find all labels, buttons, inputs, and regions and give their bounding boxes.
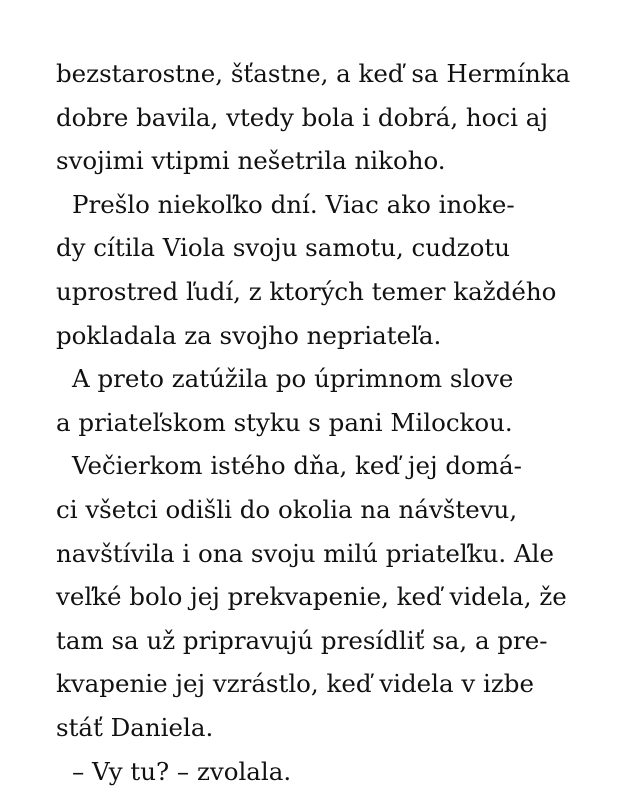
- text-line: dy cítila Viola svoju samotu, cudzotu: [56, 233, 511, 263]
- text-line: a priateľskom styku s pani Milockou.: [56, 407, 513, 437]
- text-line: svojimi vtipmi nešetrila nikoho.: [56, 146, 446, 176]
- text-line: ci všetci odišli do okolia na návštevu,: [56, 494, 518, 524]
- text-line: Večierkom istého dňa, keď jej domá-: [72, 451, 522, 481]
- text-line: kvapenie jej vzrástlo, keď videla v izbe: [56, 669, 534, 699]
- text-line: tam sa už pripravujú presídliť sa, a pre-: [56, 625, 548, 655]
- text-line: veľké bolo jej prekvapenie, keď videla, že: [56, 582, 567, 612]
- text-line: pokladala za svojho nepriateľa.: [56, 320, 442, 350]
- text-line: dobre bavila, vtedy bola i dobrá, hoci aj: [56, 102, 548, 132]
- text-line: Prešlo niekoľko dní. Viac ako inoke-: [72, 189, 515, 219]
- text-line: stáť Daniela.: [56, 712, 214, 742]
- text-line: A preto zatúžila po úprimnom slove: [72, 364, 514, 394]
- text-line: bezstarostne, šťastne, a keď sa Hermínka: [56, 59, 571, 88]
- text-line: navštívila i ona svoju milú priateľku. Ale: [56, 538, 554, 568]
- text-line: uprostred ľudí, z ktorých temer každého: [56, 276, 557, 306]
- body-text: [56, 52, 596, 793]
- text-line: – Vy tu? – zvolala.: [72, 756, 292, 786]
